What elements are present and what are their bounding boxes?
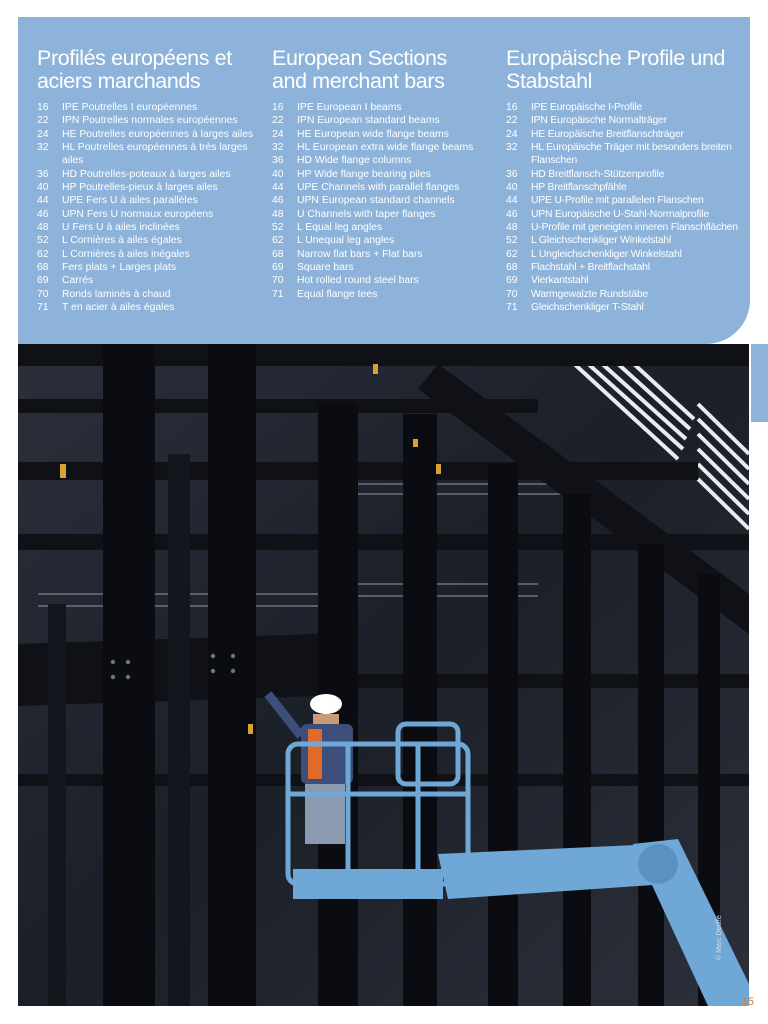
section-title: Carrés [62,275,94,287]
page-ref: 71 [37,302,49,314]
contents-list [272,101,497,301]
contents-item [272,221,497,234]
section-title: UPE Fers U à ailes parallèles [62,195,198,207]
section-title: IPN Europäische Normalträger [531,115,667,127]
page-ref: 16 [506,102,518,113]
contents-item [272,141,497,154]
page-ref: 36 [37,168,49,180]
section-title: Equal flange tees [297,288,378,300]
section-title: UPN Fers U normaux européens [62,208,214,220]
section-title: HL Europäische Träger mit besonders breiten Flanschen [531,142,732,167]
contents-item [506,301,746,314]
page-ref: 62 [272,235,284,247]
page-ref: 40 [37,182,49,194]
page-ref: 68 [506,262,518,274]
section-title: Ronds laminés à chaud [62,288,171,300]
contents-item [506,221,746,234]
contents-item [272,208,497,221]
section-title: U-Profile mit geneigten inneren Flanschflächen [531,222,738,234]
page-number: 15 [741,996,754,1008]
page-ref: 71 [272,288,284,300]
section-title: IPE Europäische I-Profile [531,102,643,113]
contents-item [272,168,497,181]
section-title: HP Breitflanschpfähle [531,182,627,194]
page-ref: 46 [272,195,284,207]
contents-item [272,181,497,194]
section-title: Square bars [297,262,354,274]
page-ref: 46 [37,208,49,220]
page-ref: 44 [37,195,49,207]
section-title: Hot rolled round steel bars [297,275,419,287]
contents-item [37,194,262,207]
page-edge-tab [751,344,768,422]
page-ref: 22 [37,115,49,127]
page-ref: 69 [272,262,284,274]
page-ref: 70 [37,288,49,300]
section-title: L Cornières à ailes inégales [62,248,190,260]
contents-item [506,141,746,168]
page-ref: 62 [37,248,49,260]
section-title: L Gleichschenkliger Winkelstahl [531,235,672,247]
contents-item [272,114,497,127]
contents-list [37,101,262,315]
section-title: Vierkantstahl [531,275,589,287]
column-heading: Europäische Profile und Stabstahl [506,46,726,93]
column-french [37,47,262,315]
section-title: IPN Poutrelles normales européennes [62,115,238,127]
contents-item [37,141,262,168]
page-ref: 32 [37,142,49,154]
contents-item [272,234,497,247]
section-title: HE Poutrelles européennes à larges ailes [62,128,254,140]
contents-item [506,168,746,181]
contents-list [506,101,746,315]
contents-item [506,114,746,127]
page-ref: 32 [272,142,284,154]
section-title: HL European extra wide flange beams [297,142,474,154]
contents-item [272,194,497,207]
contents-item [506,288,746,301]
contents-item [272,248,497,261]
section-title: L Unequal leg angles [297,235,395,247]
section-title: UPE U-Profile mit parallelen Flanschen [531,195,704,207]
page-ref: 24 [272,128,284,140]
section-title: L Cornières à ailes égales [62,235,182,247]
page-ref: 52 [272,222,284,234]
section-title: IPN European standard beams [297,115,440,127]
section-title: HP Poutrelles-pieux à larges ailes [62,182,218,194]
section-title: HD Wide flange columns [297,155,412,167]
contents-item [272,154,497,167]
page-ref: 69 [37,275,49,287]
section-title: UPN Europäische U-Stahl-Normalprofile [531,208,709,220]
contents-item [506,261,746,274]
page-ref: 16 [37,102,49,113]
contents-item [37,128,262,141]
page-ref: 44 [272,182,284,194]
section-title: Warmgewalzte Rundstäbe [531,288,649,300]
section-title: HE European wide flange beams [297,128,449,140]
section-title: Narrow flat bars + Flat bars [297,248,423,260]
page-ref: 32 [506,142,518,154]
contents-item [506,208,746,221]
section-title: HD Poutrelles-poteaux à larges ailes [62,168,231,180]
lift-platform [293,869,443,899]
contents-item [37,274,262,287]
section-title: IPE Poutrelles I européennes [62,102,198,113]
section-title: U Channels with taper flanges [297,208,436,220]
section-title: Gleichschenkliger T-Stahl [531,302,644,314]
page-ref: 16 [272,102,284,113]
page-ref: 36 [272,155,284,167]
section-title: U Fers U à ailes inclinées [62,222,180,234]
page-ref: 44 [506,195,518,207]
contents-item [506,234,746,247]
page-ref: 68 [37,262,49,274]
contents-item [506,181,746,194]
page-ref: 22 [272,115,284,127]
page-ref: 22 [506,115,518,127]
contents-item [37,221,262,234]
page-ref: 70 [506,288,518,300]
page-ref: 62 [506,248,518,260]
contents-item [37,288,262,301]
column-heading: European Sections and merchant bars [272,46,447,93]
contents-item [37,261,262,274]
contents-panel [18,17,750,344]
photo-credit: © Marc Detiffe [716,915,723,960]
page-ref: 48 [506,222,518,234]
page-ref: 52 [506,235,518,247]
contents-item [272,288,497,301]
page-ref: 36 [506,168,518,180]
steel-structure-photo [18,344,749,1006]
contents-item [272,101,497,114]
section-title: HL Poutrelles européennes à très larges ailes [62,142,248,167]
contents-item [506,194,746,207]
page-ref: 40 [506,182,518,194]
section-title: L Ungleichschenkliger Winkelstahl [531,248,682,260]
contents-item [37,101,262,114]
contents-item [506,101,746,114]
section-title: UPE Channels with parallel flanges [297,182,460,194]
page-ref: 24 [37,128,49,140]
section-title: T en acier à ailes égales [62,302,175,314]
section-title: Flachstahl + Breitflachstahl [531,262,650,274]
page-ref: 48 [272,208,284,220]
page-ref: 70 [272,275,284,287]
section-title: IPE European I beams [297,102,402,113]
page-ref: 71 [506,302,518,314]
contents-item [37,248,262,261]
contents-item [37,168,262,181]
page-ref: 48 [37,222,49,234]
contents-item [506,128,746,141]
section-title: HP Wide flange bearing piles [297,168,431,180]
contents-item [506,248,746,261]
contents-item [272,261,497,274]
section-title: L Equal leg angles [297,222,383,234]
contents-item [506,274,746,287]
column-heading: Profilés européens et aciers marchands [37,46,232,93]
page-ref: 68 [272,248,284,260]
contents-item [272,128,497,141]
column-german [506,47,746,315]
section-title: HE Europäische Breitflanschträger [531,128,684,140]
page-ref: 24 [506,128,518,140]
contents-item [37,114,262,127]
page-ref: 69 [506,275,518,287]
page-ref: 46 [506,208,518,220]
page-ref: 40 [272,168,284,180]
contents-item [37,301,262,314]
contents-item [37,208,262,221]
contents-item [37,181,262,194]
section-title: UPN European standard channels [297,195,455,207]
page-ref: 52 [37,235,49,247]
contents-item [272,274,497,287]
contents-item [37,234,262,247]
column-english [272,47,497,301]
section-title: Fers plats + Larges plats [62,262,177,274]
section-title: HD Breitflansch-Stützenprofile [531,168,665,180]
